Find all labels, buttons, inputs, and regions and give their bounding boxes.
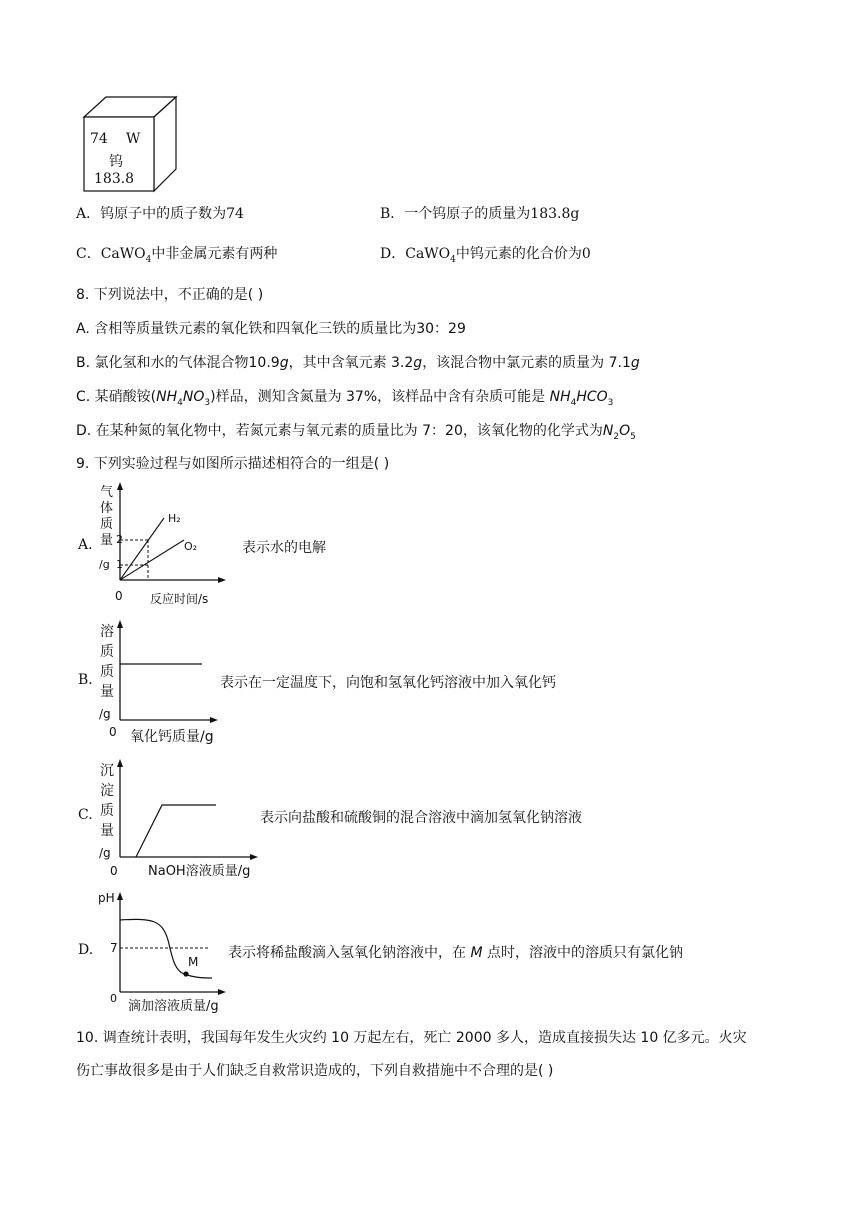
q9-c-label: C. (78, 807, 93, 823)
q9-a-graph (92, 480, 232, 610)
q9-a-origin: 0 (115, 589, 123, 603)
q9-a-ylabel-1: 气 (100, 485, 114, 500)
svg-text:质: 质 (100, 644, 114, 660)
q9-a-ylabel-3: 质 (100, 517, 114, 532)
q10-line-1: 10. 调查统计表明，我国每年发生火灾约 10 万起左右，死亡 2000 多人，造成直接损失达 10 亿多元。火灾 (76, 1030, 747, 1046)
q7-option-d: D．CaWO$_4$中钨元素的化合价为0 (380, 246, 591, 265)
q8-option-c: C. 某硝酸铵$(NH_4NO_3)$样品，测知含氮量为 37%，该样品中含有杂质可能是 $NH_4HCO_3$ (76, 389, 614, 408)
q9-a-h2-line (120, 518, 164, 580)
q9-a-ylabel-4: 量 (100, 533, 114, 548)
q9-d-point-m (183, 971, 188, 976)
q9-c-desc: 表示向盐酸和硫酸铜的混合溶液中滴加氢氧化钠溶液 (260, 810, 582, 826)
q9-d-ylabel: pH (98, 891, 115, 905)
svg-text:沉: 沉 (100, 763, 114, 779)
q9-a-h2-label: H₂ (168, 512, 181, 525)
q8-option-a: A. 含相等质量铁元素的氧化铁和四氧化三铁的质量比为30：29 (76, 321, 466, 337)
svg-text:/g: /g (99, 707, 111, 721)
svg-text:量: 量 (100, 823, 114, 839)
q9-b-xlabel: 氧化钙质量/g (130, 729, 214, 745)
q9-a-ylabel-2: 体 (100, 501, 114, 516)
q9-c-line (136, 805, 216, 857)
q9-a-ytick-2: 2 (116, 533, 123, 546)
q8-option-d: D. 在某种氮的氧化物中，若氮元素与氧元素的质量比为 7：20，该氧化物的化学式为$N_2O_5$ (76, 423, 636, 442)
svg-text:0: 0 (109, 725, 117, 739)
element-symbol: W (126, 131, 141, 147)
q9-c-graph (92, 757, 267, 882)
q9-b-graph (92, 618, 232, 748)
q8-option-b: B. 氯化氢和水的气体混合物10.9g，其中含氧元素 3.2g，该混合物中氯元素的质量为 7.1g (76, 355, 640, 371)
svg-text:质: 质 (100, 664, 114, 680)
element-card (80, 95, 180, 195)
q9-d-point-label: M (188, 955, 199, 969)
q7-option-a: A．钨原子中的质子数为74 (76, 206, 244, 222)
svg-text:淀: 淀 (100, 783, 114, 799)
svg-text:0: 0 (110, 864, 118, 878)
svg-text:/g: /g (99, 846, 111, 860)
q7-option-b: B．一个钨原子的质量为183.8g (380, 206, 580, 222)
q7-option-c: C．CaWO$_4$中非金属元素有两种 (76, 246, 278, 265)
q9-stem: 9. 下列实验过程与如图所示描述相符合的一组是( ) (76, 456, 390, 472)
element-name: 钨 (109, 154, 123, 170)
element-number: 74 (90, 131, 108, 147)
q9-c-xlabel: NaOH溶液质量/g (148, 864, 251, 879)
q8-stem: 8. 下列说法中，不正确的是( ) (76, 287, 264, 303)
q9-a-o2-label: O₂ (184, 540, 198, 553)
q9-a-desc: 表示水的电解 (242, 540, 326, 556)
q9-d-desc: 表示将稀盐酸滴入氢氧化钠溶液中，在 M 点时，溶液中的溶质只有氯化钠 (228, 945, 683, 961)
svg-text:0: 0 (110, 992, 117, 1005)
q9-a-xlabel: 反应时间/s (150, 592, 209, 606)
element-mass: 183.8 (94, 171, 135, 187)
svg-text:质: 质 (100, 803, 114, 819)
q9-d-xlabel: 滴加溶液质量/g (128, 999, 219, 1014)
q9-b-desc: 表示在一定温度下，向饱和氢氧化钙溶液中加入氧化钙 (220, 675, 556, 691)
q9-d-curve (120, 919, 212, 978)
svg-text:溶: 溶 (100, 624, 114, 640)
q9-d-label: D. (78, 942, 94, 958)
svg-text:量: 量 (100, 684, 114, 700)
q10-line-2: 伤亡事故很多是由于人们缺乏自救常识造成的，下列自救措施中不合理的是( ) (76, 1063, 554, 1079)
q9-b-label: B. (78, 672, 93, 688)
q9-a-ylabel-5: /g (99, 558, 110, 571)
q9-a-label: A. (78, 537, 93, 553)
q9-a-ytick-1: 1 (116, 558, 123, 571)
q9-d-ytick-7: 7 (110, 941, 118, 955)
q9-a-o2-line (120, 540, 184, 580)
